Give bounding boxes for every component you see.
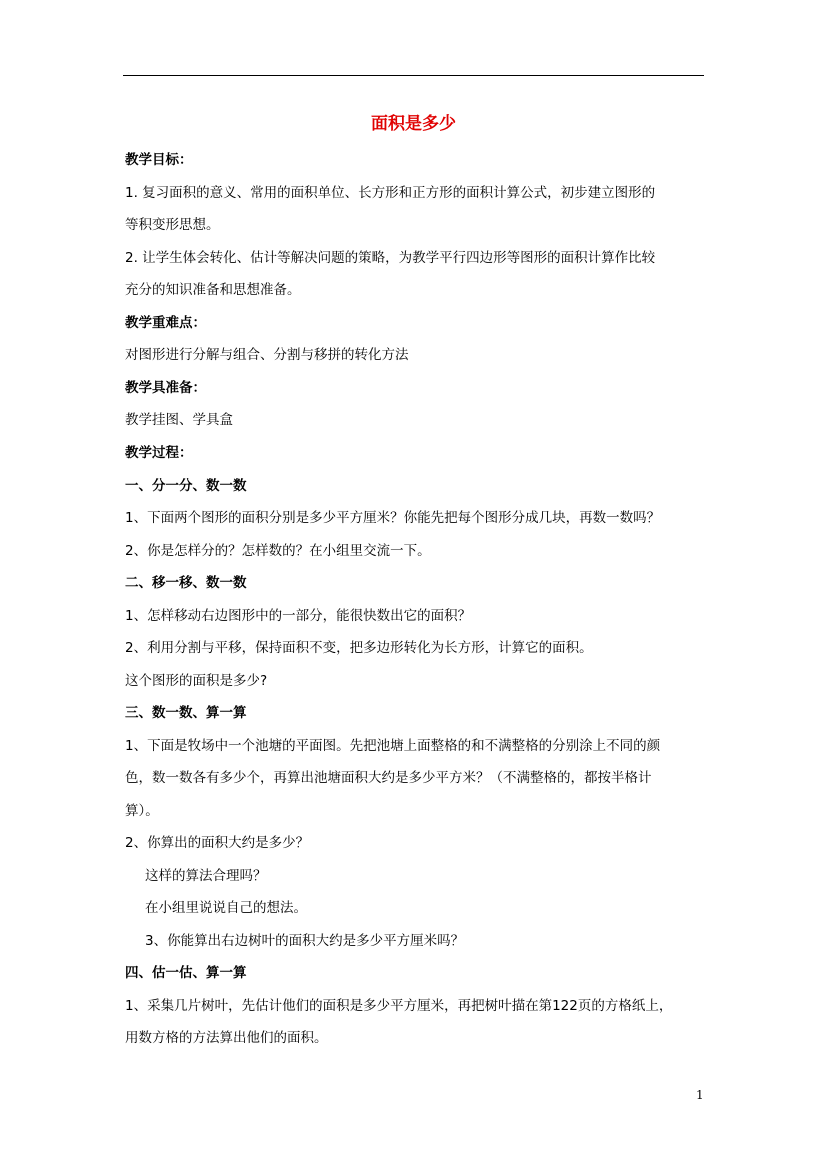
paragraph-line: 2. 让学生体会转化、估计等解决问题的策略，为教学平行四边形等图形的面积计算作比较 bbox=[125, 250, 656, 266]
paragraph-line: 1、下面两个图形的面积分别是多少平方厘米？你能先把每个图形分成几块，再数一数吗？ bbox=[125, 510, 661, 526]
subsection-heading-2: 二、移一移、数一数 bbox=[125, 575, 247, 591]
section-heading-key-points: 教学重难点： bbox=[125, 315, 206, 331]
subsection-heading-1: 一、分一分、数一数 bbox=[125, 478, 247, 494]
section-heading-objectives: 教学目标： bbox=[125, 152, 193, 168]
paragraph-line: 这个图形的面积是多少? bbox=[125, 673, 268, 689]
paragraph-line-indented: 3、你能算出右边树叶的面积大约是多少平方厘米吗？ bbox=[145, 933, 465, 949]
subsection-heading-4: 四、估一估、算一算 bbox=[125, 965, 247, 981]
document-title: 面积是多少 bbox=[371, 114, 456, 134]
section-heading-process: 教学过程： bbox=[125, 445, 193, 461]
paragraph-line: 1、采集几片树叶，先估计他们的面积是多少平方厘米，再把树叶描在第122页的方格纸上， bbox=[125, 998, 673, 1014]
paragraph-line: 2、你算出的面积大约是多少？ bbox=[125, 835, 310, 851]
paragraph-line: 算）。 bbox=[125, 803, 159, 819]
paragraph-line: 2、利用分割与平移，保持面积不变，把多边形转化为长方形，计算它的面积。 bbox=[125, 640, 593, 656]
paragraph-line: 1、怎样移动右边图形中的一部分，能很快数出它的面积？ bbox=[125, 608, 472, 624]
paragraph-line-indented: 在小组里说说自己的想法。 bbox=[145, 900, 307, 916]
paragraph-line: 用数方格的方法算出他们的面积。 bbox=[125, 1030, 328, 1046]
paragraph-line: 等积变形思想。 bbox=[125, 217, 220, 233]
paragraph-line-indented: 这样的算法合理吗？ bbox=[145, 868, 267, 884]
page-number: 1 bbox=[696, 1088, 704, 1102]
header-rule bbox=[123, 75, 704, 76]
paragraph-line: 2、你是怎样分的？怎样数的？在小组里交流一下。 bbox=[125, 543, 431, 559]
paragraph-line: 充分的知识准备和思想准备。 bbox=[125, 282, 301, 298]
paragraph-line: 1. 复习面积的意义、常用的面积单位、长方形和正方形的面积计算公式，初步建立图形的 bbox=[125, 185, 656, 201]
paragraph-line: 色，数一数各有多少个，再算出池塘面积大约是多少平方米？（不满整格的，都按半格计 bbox=[125, 770, 652, 786]
subsection-heading-3: 三、数一数、算一算 bbox=[125, 705, 247, 721]
paragraph-line: 教学挂图、学具盒 bbox=[125, 412, 233, 428]
paragraph-line: 对图形进行分解与组合、分割与移拼的转化方法 bbox=[125, 347, 409, 363]
paragraph-line: 1、下面是牧场中一个池塘的平面图。先把池塘上面整格的和不满整格的分别涂上不同的颜 bbox=[125, 738, 661, 754]
section-heading-materials: 教学具准备： bbox=[125, 380, 206, 396]
